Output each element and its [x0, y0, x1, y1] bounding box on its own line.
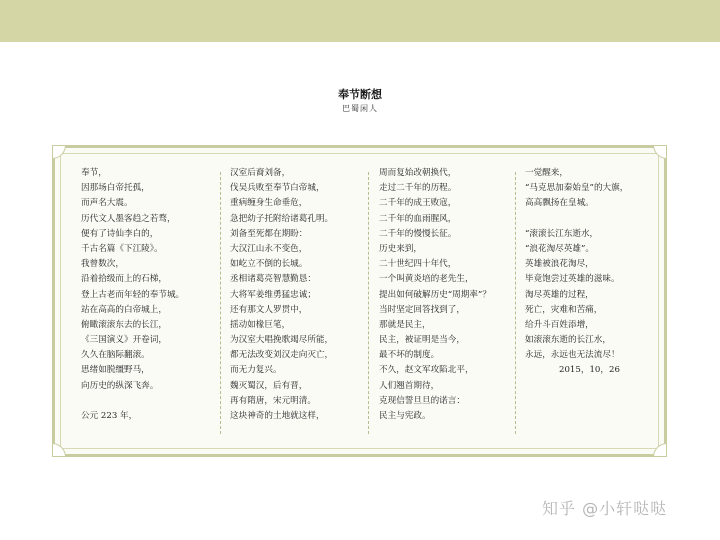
poem-line: 揺动如椽巨笔， [230, 319, 291, 330]
poem-column-2-lines [230, 166, 333, 424]
column-divider-1 [220, 172, 221, 434]
poem-line: 都无法改变刘汉走向灭亡， [230, 350, 334, 361]
poem-line: 一觉醒来， [525, 168, 568, 178]
poem-column-3 [379, 166, 491, 424]
poem-line: 淘尽英雄的过程， [525, 289, 594, 300]
poem-line: 思绪如脱缰野马， [81, 365, 150, 376]
poem-line: 因那场白帝托孤， [81, 183, 150, 194]
poem-column-4-stanza-1 [525, 166, 628, 212]
poem-line: 而声名大震。 [81, 198, 133, 209]
poem-author: 巴蜀闲人 [342, 104, 378, 113]
poem-line: 二千年的血雨腥风， [379, 213, 457, 224]
poem-frame [52, 145, 667, 457]
poem-line: 民主，被证明是当今， [379, 335, 465, 346]
zhihu-watermark: 知乎 @小轩哒哒 [542, 499, 668, 518]
poem-line: 克现信誓旦旦的诺言： [379, 395, 465, 406]
poem-line: 二千年的慢慢长征。 [379, 228, 457, 239]
poem-date: 2015，10，26 [559, 365, 620, 376]
poem-line: 刘备至死都在期盼： [230, 228, 308, 239]
poem-line: 永远，永远也无法流尽！ [525, 350, 620, 361]
poem-line: “浪花淘尽英雄”。 [525, 243, 594, 254]
poem-line: 周而复始改朝换代， [379, 168, 457, 178]
poem-line: 提出如何破解历史“周期率”？ [379, 289, 491, 300]
poem-line: 我曾数次， [81, 259, 124, 270]
poem-title: 奉节断想 [338, 88, 382, 101]
poem-line: 便有了诗仙李白的， [81, 228, 159, 239]
poem-line: 而无力复兴。 [230, 365, 282, 376]
poem-line: 《三国演义》开卷词， [81, 335, 167, 346]
poem-line: 如滚滚东逝的长江水， [525, 335, 611, 346]
poem-line: 高高飘扬在皇城。 [525, 198, 594, 209]
poem-column-3-lines [379, 166, 491, 424]
column-divider-2 [368, 172, 369, 434]
poem-line: 二十世纪四十年代， [379, 259, 457, 270]
poem-line: 魏灭蜀汉，后有晋， [230, 380, 308, 391]
poem-line: 英雄被浪花淘尽， [525, 259, 594, 270]
poem-line: 当时坚定回答找到了， [379, 304, 465, 315]
poem-line: 向历史的纵深飞奔。 [81, 380, 159, 391]
poem-column-1 [81, 166, 184, 424]
poem-line: 大将军姜维勇猛忠诚； [230, 289, 316, 300]
poem-line: 急把幼子托附给诸葛孔明。 [230, 213, 334, 224]
poem-line: 历代文人墨客趋之若骛， [81, 213, 176, 224]
poem-line: 二千年的成王败寇， [379, 198, 457, 209]
poem-line: 沿着拾级而上的石梯， [81, 274, 167, 285]
poem-line: 那就是民主， [379, 319, 431, 330]
poem-column-4-stanza-2 [525, 227, 628, 364]
poem-line: 汉室后裔刘备， [230, 168, 291, 178]
poem-line: 毕竟饱尝过英雄的滋味。 [525, 274, 620, 285]
poem-line: 还有那文人罗贯中， [230, 304, 308, 315]
poem-line: 再有隋唐，宋元明清。 [230, 395, 316, 406]
poem-line: 人们翘首期待， [379, 380, 440, 391]
poem-line: 丞相诸葛亮智慧勤恳： [230, 274, 316, 285]
poem-line: 奉节， [81, 168, 107, 178]
poem-line: 久久在脑际翻滚。 [81, 350, 150, 361]
poem-line: 这块神奇的土地就这样， [230, 411, 325, 421]
poem-line: 走过二千年的历程。 [379, 183, 457, 194]
poem-line: 站在高高的白帝城上， [81, 304, 167, 315]
poem-line: 登上古老而年轻的奉节城。 [81, 289, 185, 300]
poem-line: 大汉江山永不变色， [230, 243, 308, 254]
poem-line: 俯瞰滚滚东去的长江， [81, 319, 167, 330]
poem-line: 最不坏的制度。 [379, 350, 440, 361]
poem-year-line: 公元 223 年， [81, 411, 138, 421]
poem-line: “滚滚长江东逝水， [525, 228, 599, 239]
poem-line: 给升斗百姓添增， [525, 319, 594, 330]
poem-column-1-lines [81, 166, 184, 394]
poem-line: 不久，赵文军攻陷北平， [379, 365, 474, 376]
poem-line: 伐吴兵败至奉节白帝城， [230, 183, 325, 194]
poem-line: “马克思加秦始皇”的大旗， [525, 183, 629, 194]
poem-line: 一个叫黄炎培的老先生， [379, 274, 474, 285]
poem-line: 历史来到， [379, 243, 422, 254]
poem-line: 如屹立不倒的长城。 [230, 259, 308, 270]
poem-line: 千古名篇《下江陵》。 [81, 243, 163, 254]
poem-line: 重病缠身生命垂危， [230, 198, 308, 209]
poem-column-2 [230, 166, 333, 424]
poem-line: 民主与宪政。 [379, 411, 431, 421]
poem-line: 死亡，灾难和苦痛， [525, 304, 603, 315]
poem-column-4 [525, 166, 628, 379]
poem-line: 为汉室大唱挽歌竭尽所能， [230, 335, 334, 346]
top-color-band [0, 0, 720, 42]
column-divider-3 [515, 172, 516, 434]
